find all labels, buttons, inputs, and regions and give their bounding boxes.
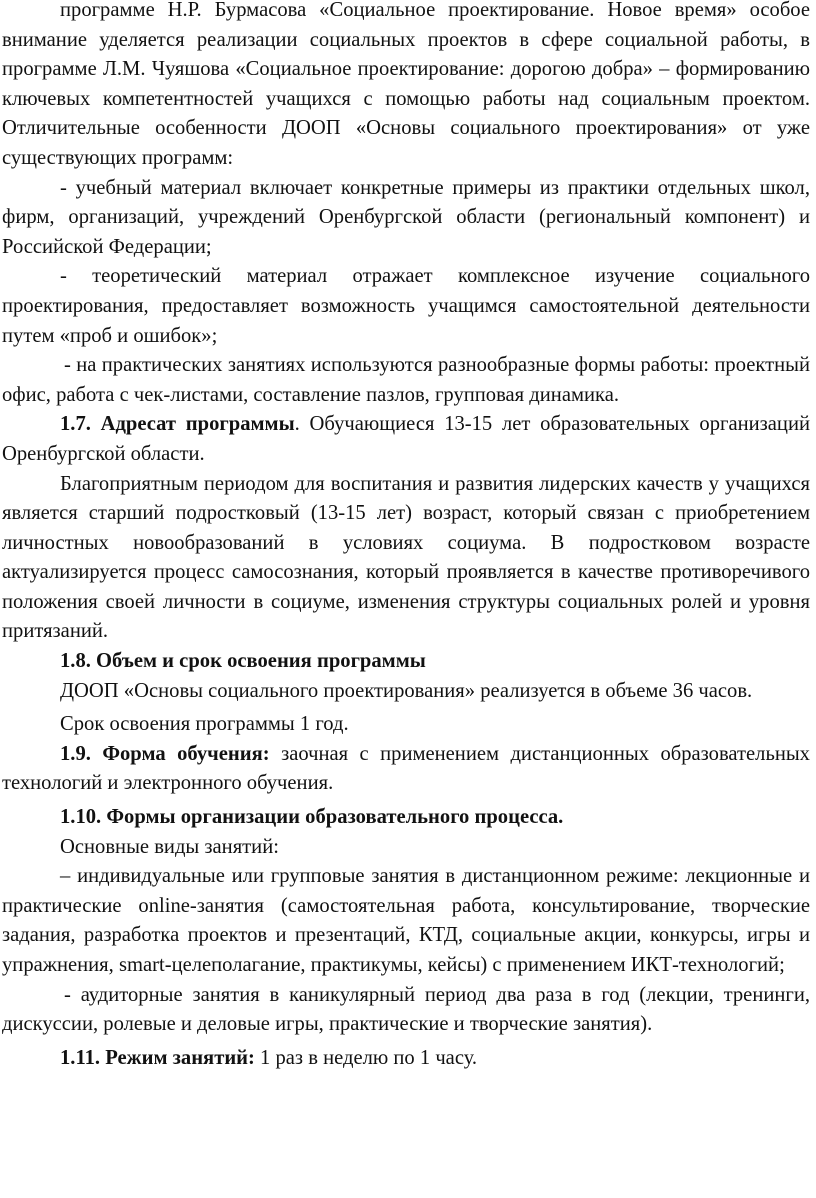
section-1-9-heading: 1.9. Форма обучения: bbox=[60, 742, 270, 765]
feature-item-3: - на практических занятиях используются разнообразные формы работы: проектный офис, работа с чек-листами, составление пазлов, групповая динамика. bbox=[2, 354, 810, 406]
section-1-11-heading: 1.11. Режим занятий: bbox=[60, 1046, 255, 1069]
feature-item-2: - теоретический материал отражает комплексное изучение социального проектирования, предоставляет возможность учащимся самостоятельной деятельности путем «проб и ошибок»; bbox=[2, 265, 810, 347]
section-1-11 bbox=[2, 1044, 810, 1074]
paragraph-program-duration: Срок освоения программы 1 год. bbox=[60, 713, 349, 736]
paragraph-main-class-types: Основные виды занятий: bbox=[60, 835, 279, 858]
paragraph-program-volume: ДООП «Основы социального проектирования» реализуется в объеме 36 часов. bbox=[60, 679, 753, 702]
section-1-11-text: 1 раз в неделю по 1 часу. bbox=[254, 1046, 478, 1069]
section-1-7-text: . Обучающиеся 13-15 лет образовательных организаций Оренбургской области. bbox=[2, 413, 810, 465]
paragraph-program-comparison: программе Н.Р. Бурмасова «Социальное проектирование. Новое время» особое внимание уделяется реализации социальных проектов в сфере социальной работы, в программе Л.М. Чуяшова «Социальное проектирование: дорогою добра» – формированию ключевых компетентностей учащихся с помощью работы над социальным проектом. Отличительные особенности ДООП «Основы социального проектирования» от уже существующих программ: bbox=[2, 0, 810, 169]
section-1-7-heading: 1.7. Адресат программы bbox=[60, 413, 295, 436]
section-1-10-heading: 1.10. Формы организации образовательного процесса. bbox=[60, 806, 564, 829]
section-1-9-text: заочная с применением дистанционных образовательных технологий и электронного обучения. bbox=[2, 742, 810, 795]
class-type-item-2: - аудиторные занятия в каникулярный период два раза в год (лекции, тренинги, дискуссии, ролевые и деловые игры, практические и творческие занятия). bbox=[2, 983, 810, 1036]
section-1-8-heading: 1.8. Объем и срок освоения программы bbox=[60, 650, 426, 673]
section-1-7 bbox=[2, 410, 810, 469]
feature-item-1: - учебный материал включает конкретные примеры из практики отдельных школ, фирм, организаций, учреждений Оренбургской области (региональный компонент) и Российской Федерации; bbox=[2, 176, 810, 258]
class-type-item-1: – индивидуальные или групповые занятия в дистанционном режиме: лекционные и практические online-занятия (самостоятельная работа, консультирование, творческие задания, разработка проектов и презентаций, КТД, социальные акции, конкурсы, игры и упражнения, smart-целеполагание, практикумы, кейсы) с применением ИКТ-технологий; bbox=[2, 865, 810, 976]
paragraph-adolescent-age: Благоприятным периодом для воспитания и развития лидерских качеств у учащихся является старший подростковый (13-15 лет) возраст, который связан с приобретением личностных новообразований в условиях социума. В подростковом возрасте актуализируется процесс самосознания, который проявляется в качестве противоречивого положения своей личности в социуме, изменения структуры социальных ролей и уровня притязаний. bbox=[2, 472, 810, 643]
section-1-9 bbox=[2, 740, 810, 799]
